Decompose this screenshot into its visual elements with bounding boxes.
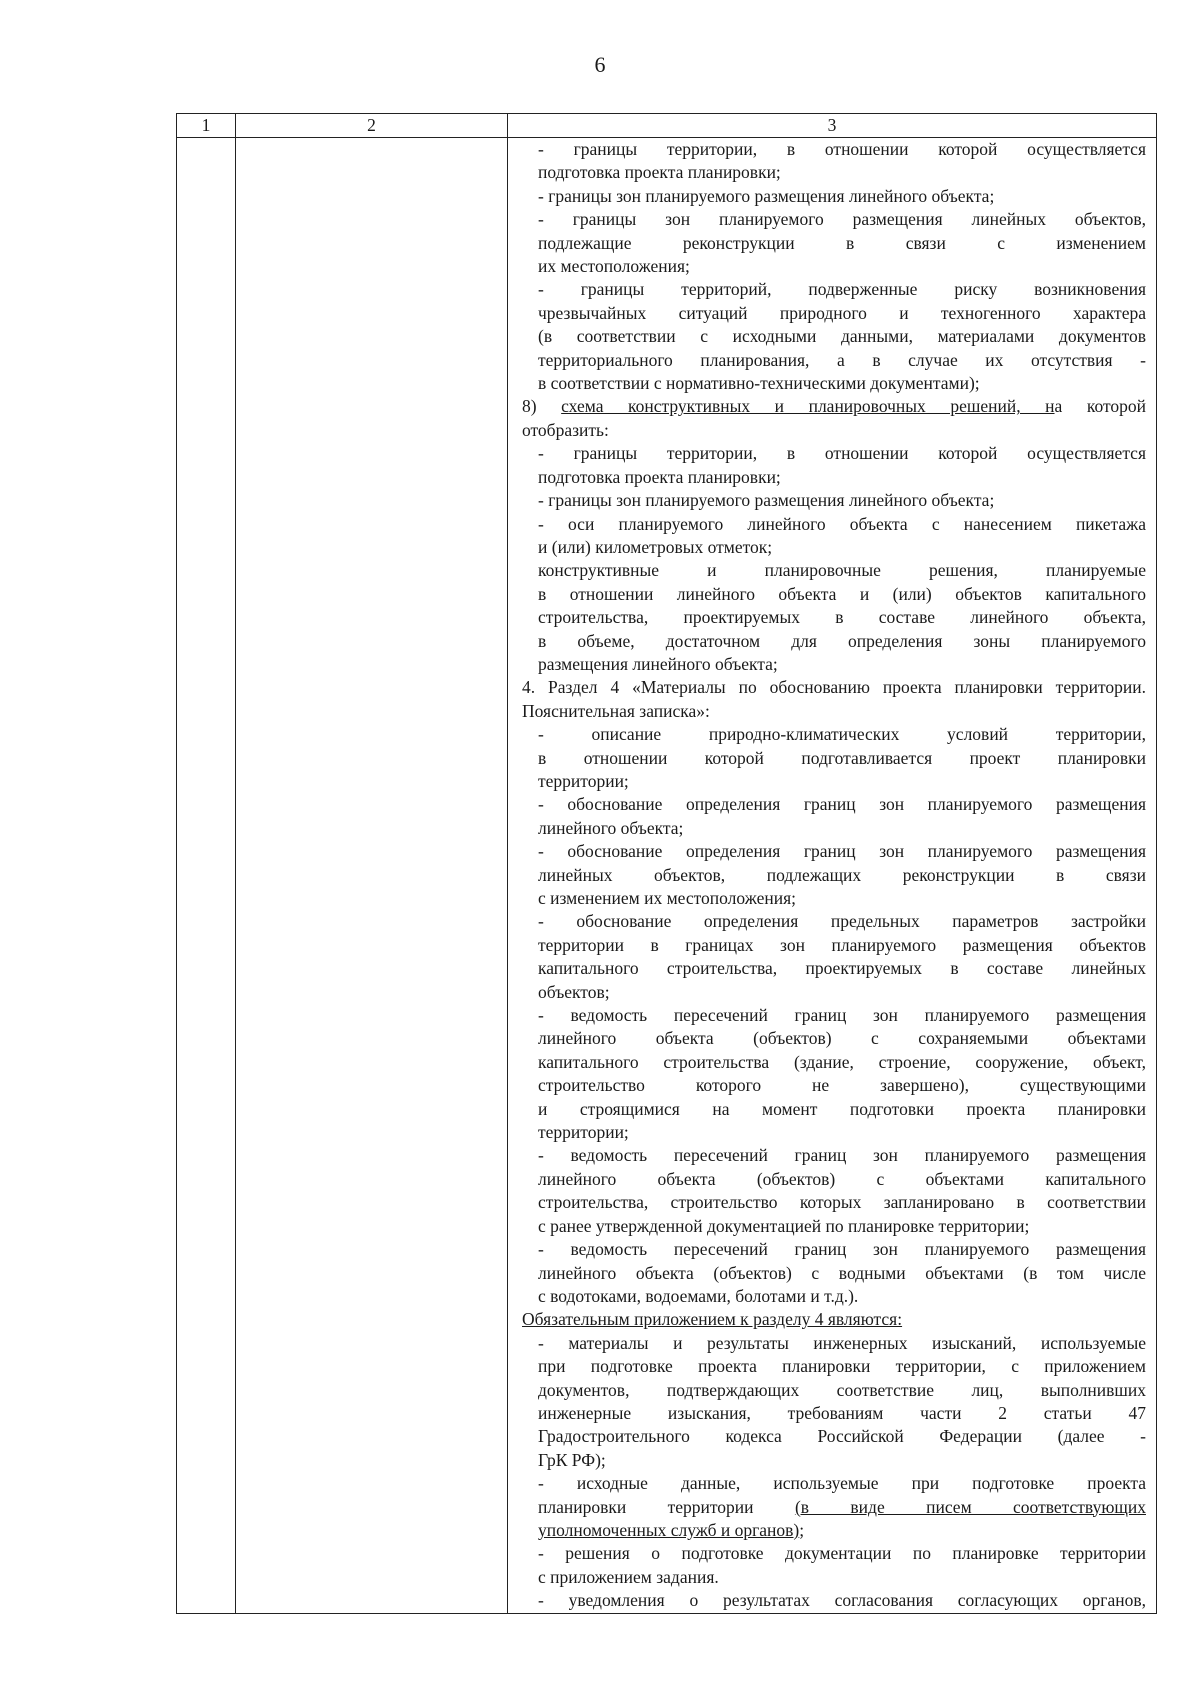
text-line: отобразить: — [522, 419, 609, 440]
text-line: с ранее утвержденной документацией по планировке территории; — [538, 1215, 1030, 1236]
text-line: территории в границах зон планируемого размещения объектов — [538, 934, 1146, 955]
text-line: Пояснительная записка»: — [522, 700, 710, 721]
text-line: размещения линейного объекта; — [538, 653, 778, 674]
text-line: 4. Раздел 4 «Материалы по обоснованию проекта планировки территории. — [522, 677, 1146, 698]
column-header-3: 3 — [508, 114, 1157, 138]
text-line: территории; — [538, 770, 629, 791]
table-body-row — [177, 138, 1157, 1614]
text-line: - уведомления о результатах согласования согласующих органов, — [538, 1590, 1146, 1611]
text-line: - обоснование определения границ зон планируемого размещения — [538, 841, 1146, 862]
text-line: в объеме, достаточном для определения зоны планируемого — [538, 630, 1146, 651]
text-line: в отношении линейного объекта и (или) объектов капитального — [538, 583, 1146, 604]
document-table — [176, 113, 1157, 1614]
text-line: в соответствии с нормативно-техническими документами); — [538, 373, 980, 394]
cell-column-2 — [236, 138, 508, 1614]
table-header-row — [177, 114, 1157, 138]
underlined-text: уполномоченных служб и органов) — [538, 1519, 800, 1540]
text-line: и строящимися на момент подготовки проекта планировки — [538, 1098, 1146, 1119]
text-line: с водотоками, водоемами, болотами и т.д.). — [538, 1285, 859, 1306]
text-line: - границы зон планируемого размещения линейных объектов, — [538, 209, 1146, 230]
text-line: чрезвычайных ситуаций природного и техногенного характера — [538, 302, 1146, 323]
cell-column-3 — [508, 138, 1157, 1614]
cell-column-1 — [177, 138, 236, 1614]
text-line: - границы территорий, подверженные риску возникновения — [538, 279, 1146, 300]
cell-content — [508, 138, 1156, 1613]
text-line: инженерные изыскания, требованиям части 2 статьи 47 — [538, 1402, 1146, 1423]
text-line: уполномоченных служб и органов); — [538, 1519, 805, 1540]
text-line: - материалы и результаты инженерных изысканий, используемые — [538, 1332, 1146, 1353]
text-line: конструктивные и планировочные решения, планируемые — [538, 560, 1146, 581]
page-number: 6 — [594, 52, 606, 77]
text-line: их местоположения; — [538, 256, 690, 277]
text-line: линейного объекта (объектов) с водными объектами (в том числе — [538, 1262, 1146, 1283]
text-line: подлежащие реконструкции в связи с изменением — [538, 232, 1146, 253]
text-line: - описание природно-климатических условий территории, — [538, 724, 1146, 745]
text-line: территориального планирования, а в случае их отсутствия - — [538, 349, 1146, 370]
text-line: 8) схема конструктивных и планировочных решений, на которой — [522, 396, 1146, 417]
column-header-1: 1 — [177, 114, 236, 138]
text-line: с изменением их местоположения; — [538, 888, 796, 908]
text-line: - ведомость пересечений границ зон планируемого размещения — [538, 1145, 1146, 1166]
text-line: - границы зон планируемого размещения линейного объекта; — [538, 490, 995, 511]
text-line: - ведомость пересечений границ зон планируемого размещения — [538, 1239, 1146, 1260]
text-line: линейного объекта (объектов) с сохраняемыми объектами — [538, 1028, 1146, 1049]
underlined-text: Обязательным приложением к разделу 4 являются: — [522, 1309, 903, 1330]
text-line: линейного объекта; — [538, 817, 684, 838]
text-line: с приложением задания. — [538, 1566, 719, 1587]
text-line: ГрК РФ); — [538, 1449, 606, 1470]
underlined-text: схема конструктивных и планировочных решений, н — [561, 396, 1055, 417]
text-line: - границы территории, в отношении которой осуществляется — [538, 443, 1146, 464]
text-line: объектов; — [538, 981, 610, 1002]
text-line: - обоснование определения предельных параметров застройки — [538, 911, 1146, 932]
text-line: капитального строительства (здание, строение, сооружение, объект, — [538, 1051, 1146, 1072]
text-line: и (или) километровых отметок; — [538, 536, 773, 557]
text-line: территории; — [538, 1122, 629, 1143]
text-line: - границы зон планируемого размещения линейного объекта; — [538, 185, 995, 206]
text-line: строительства, проектируемых в составе линейного объекта, — [538, 607, 1146, 628]
text-line: в отношении которой подготавливается проект планировки — [538, 747, 1146, 768]
text-line: - ведомость пересечений границ зон планируемого размещения — [538, 1005, 1146, 1026]
text-line: - границы территории, в отношении которой осуществляется — [538, 139, 1146, 159]
text-line: линейного объекта (объектов) с объектами капитального — [538, 1168, 1146, 1189]
text-line: документов, подтверждающих соответствие лиц, выполнивших — [538, 1379, 1146, 1400]
text-line: строительство которого не завершено), существующими — [538, 1075, 1146, 1096]
text-line: при подготовке проекта планировки территории, с приложением — [538, 1356, 1146, 1377]
text-line: строительства, строительство которых запланировано в соответствии — [538, 1192, 1146, 1213]
text-line: - решения о подготовке документации по планировке территории — [538, 1543, 1146, 1564]
text-line: (в соответствии с исходными данными, материалами документов — [538, 326, 1146, 347]
text-line: - исходные данные, используемые при подготовке проекта — [538, 1473, 1146, 1494]
text-line: - обоснование определения границ зон планируемого размещения — [538, 794, 1146, 815]
text-line: - оси планируемого линейного объекта с нанесением пикетажа — [538, 513, 1146, 534]
column-header-2: 2 — [236, 114, 508, 138]
text-line — [522, 1308, 1146, 1331]
text-line: планировки территории (в виде писем соответствующих — [538, 1496, 1146, 1517]
underlined-text: (в виде писем соответствующих — [794, 1496, 1146, 1517]
text-line: линейных объектов, подлежащих реконструкции в связи — [538, 864, 1146, 885]
text-line: Градостроительного кодекса Российской Федерации (далее - — [538, 1426, 1146, 1447]
text-line: подготовка проекта планировки; — [538, 162, 781, 183]
text-line: капитального строительства, проектируемых в составе линейных — [538, 958, 1146, 979]
text-line: подготовка проекта планировки; — [538, 466, 781, 487]
